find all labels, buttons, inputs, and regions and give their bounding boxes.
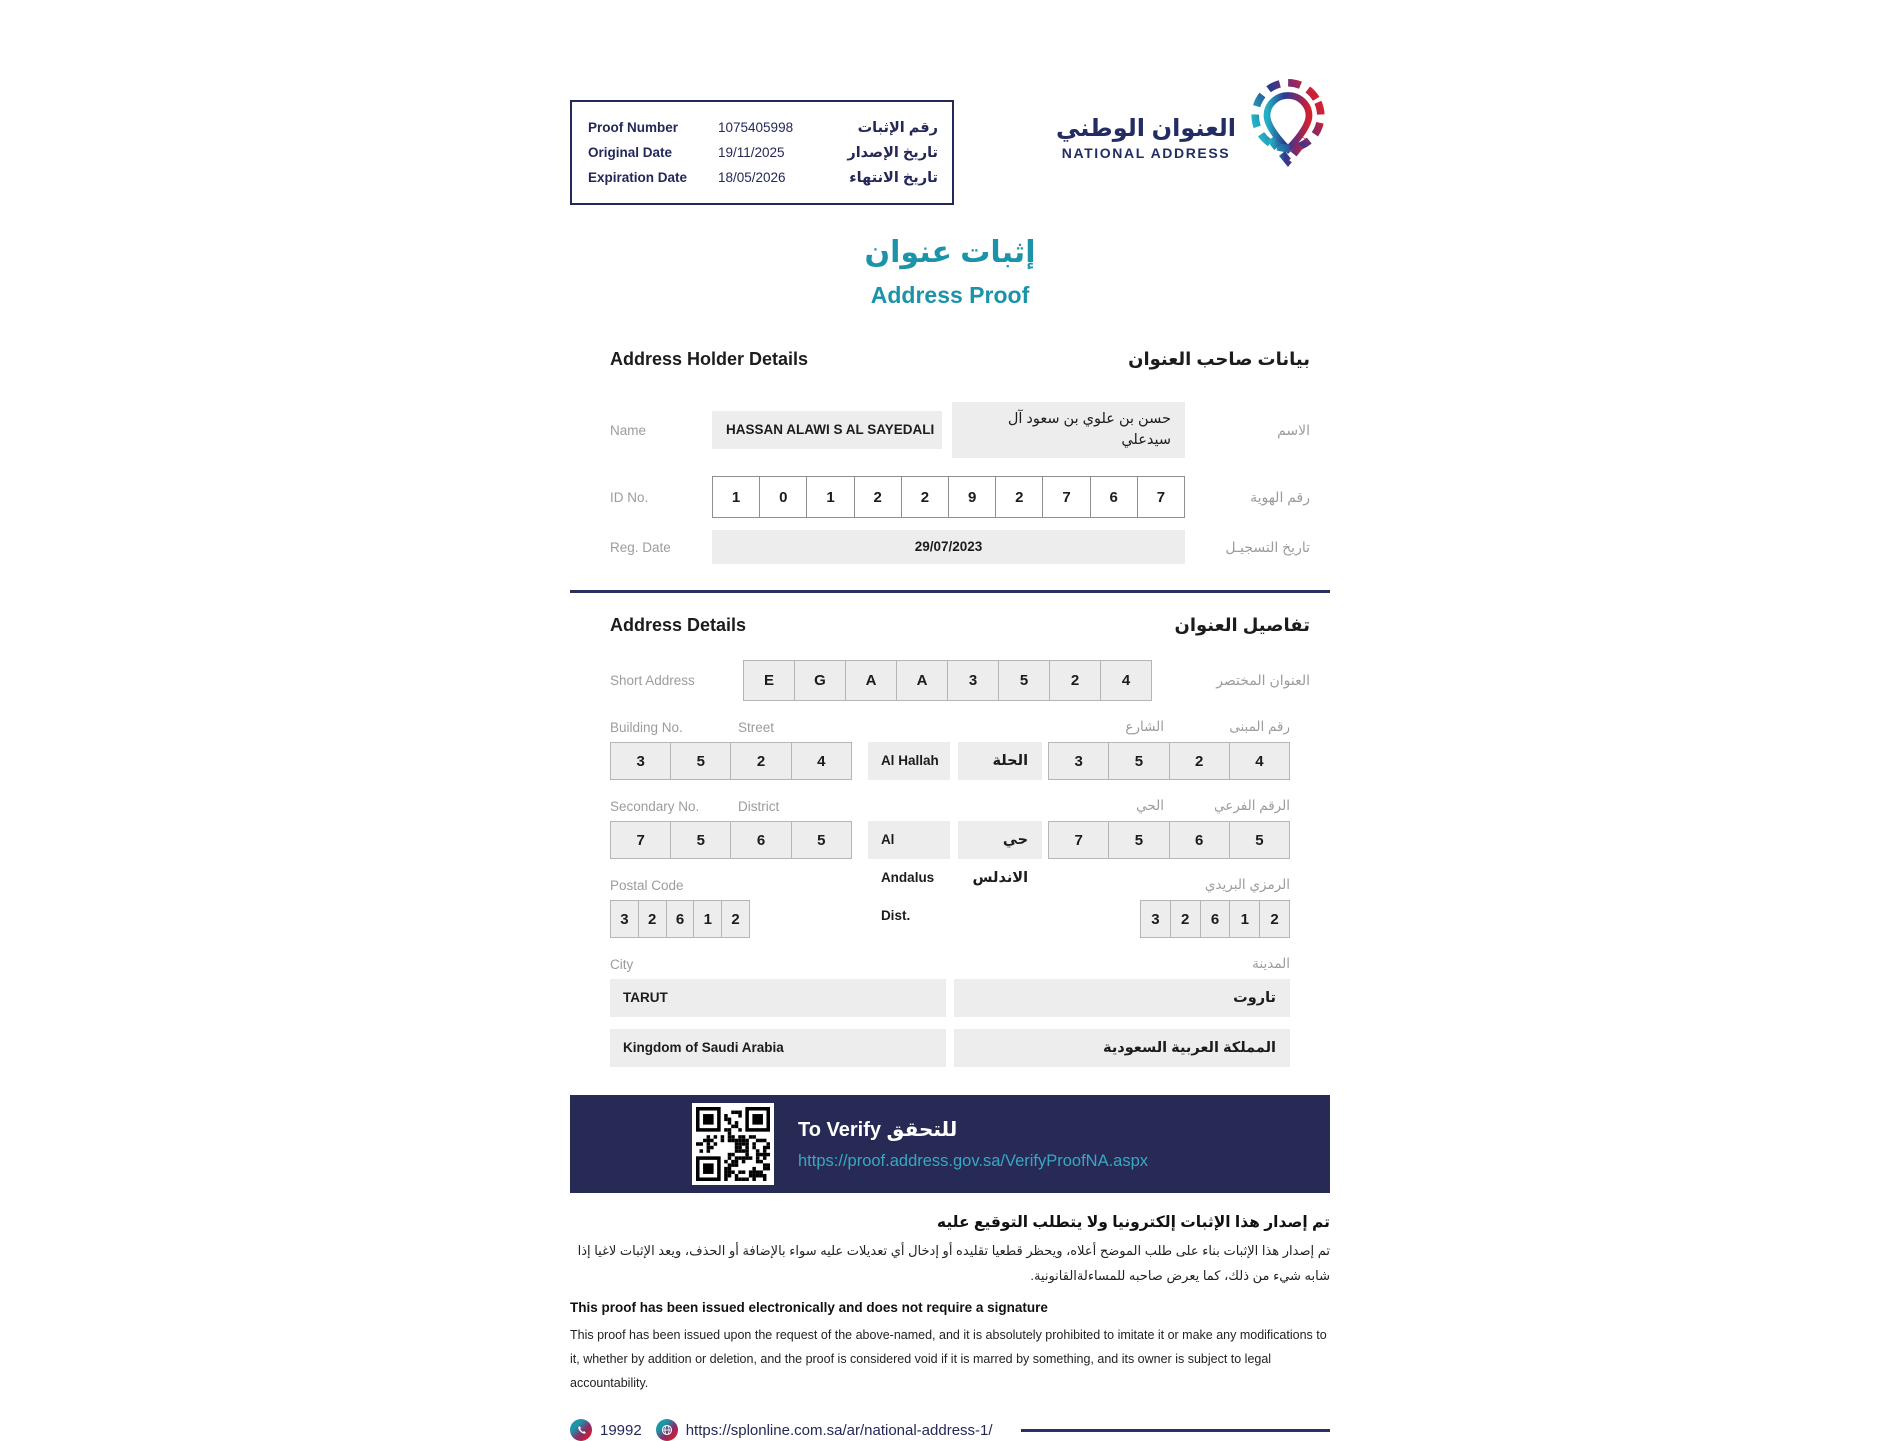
district-label-ar: الحي [1136, 798, 1164, 813]
street-label-ar: الشارع [1125, 719, 1164, 734]
postal-code-cells [610, 900, 750, 938]
expiration-date-value: 18/05/2026 [718, 170, 786, 185]
city-values [570, 979, 1330, 1017]
id-row [570, 476, 1330, 518]
building-street-labels [570, 719, 1330, 735]
postal-digit: 6 [666, 900, 695, 938]
expiration-date-row [588, 165, 938, 190]
id-digit: 7 [1137, 476, 1185, 518]
name-value-ar: حسن بن علوي بن سعود آل سيدعلي [952, 402, 1185, 458]
holder-section-header [570, 349, 1330, 370]
secondary-digit: 7 [610, 821, 671, 859]
address-heading-ar: تفاصيل العنوان [1174, 615, 1310, 635]
address-heading-en: Address Details [610, 615, 747, 635]
building-number-cells-ar [1048, 742, 1290, 780]
secondary-label-en: Secondary No. [610, 799, 700, 814]
building-street-values [570, 742, 1330, 780]
phone-number: 19992 [600, 1421, 642, 1439]
short-address-char: 5 [998, 660, 1050, 701]
name-label-en: Name [610, 422, 647, 438]
original-date-value: 19/11/2025 [718, 145, 785, 160]
address-section-header [570, 615, 1330, 636]
secondary-digit: 5 [1229, 821, 1290, 859]
district-value-en: Al Andalus Dist. [868, 821, 950, 859]
building-label-ar: رقم المبنى [1229, 719, 1290, 734]
name-row [570, 402, 1330, 458]
postal-label-en: Postal Code [610, 878, 684, 893]
building-digit: 2 [1169, 742, 1230, 780]
name-value-en: HASSAN ALAWI S AL SAYEDALI [712, 411, 942, 449]
short-address-label-en: Short Address [610, 673, 695, 688]
reg-date-label-en: Reg. Date [610, 539, 671, 555]
street-label-en: Street [738, 720, 775, 735]
location-pin-icon [1246, 76, 1330, 177]
building-digit: 5 [670, 742, 731, 780]
postal-digit: 3 [1140, 900, 1171, 938]
street-value-ar: الحلة [958, 742, 1042, 780]
proof-number-label-ar: رقم الإثبات [857, 119, 938, 136]
site-url-link[interactable]: https://splonline.com.sa/ar/national-address-1/ [685, 1421, 993, 1439]
building-number-cells [610, 742, 852, 780]
phone-icon [570, 1419, 592, 1441]
short-address-char: E [743, 660, 795, 701]
short-address-char: 3 [947, 660, 999, 701]
secondary-digit: 7 [1048, 821, 1109, 859]
verify-title: To Verify للتحقق [798, 1119, 958, 1141]
secondary-digit: 5 [670, 821, 731, 859]
short-address-row [570, 660, 1330, 701]
building-digit: 4 [1229, 742, 1290, 780]
short-address-char: A [845, 660, 897, 701]
city-value-en: TARUT [610, 979, 946, 1017]
district-label-en: District [738, 799, 780, 814]
postal-values [570, 900, 1330, 938]
id-digit: 1 [712, 476, 760, 518]
country-values [570, 1029, 1330, 1067]
proof-info-box [570, 100, 954, 205]
globe-icon [656, 1419, 678, 1441]
holder-heading-en: Address Holder Details [610, 349, 809, 369]
id-label-ar: رقم الهوية [1250, 488, 1310, 505]
reg-date-value: 29/07/2023 [712, 530, 1185, 564]
contact-bar [570, 1419, 1330, 1441]
expiration-date-label-ar: تاريخ الانتهاء [849, 169, 938, 186]
title-arabic: إثبات عنوان [864, 236, 1036, 269]
original-date-label-ar: تاريخ الإصدار [847, 144, 938, 161]
logo-title-arabic: العنوان الوطني [1056, 115, 1236, 142]
english-disclaimer-heading: This proof has been issued electronically and does not require a signature [570, 1300, 1048, 1315]
postal-digit: 2 [1170, 900, 1201, 938]
short-address-char: 4 [1100, 660, 1152, 701]
id-digit: 9 [948, 476, 996, 518]
expiration-date-label-en: Expiration Date [588, 170, 688, 185]
secondary-digit: 6 [1169, 821, 1230, 859]
postal-labels [570, 877, 1330, 893]
short-address-char: 2 [1049, 660, 1101, 701]
building-label-en: Building No. [610, 720, 683, 735]
secondary-digit: 5 [1108, 821, 1169, 859]
id-digit: 2 [901, 476, 949, 518]
arabic-disclaimer [570, 1213, 1330, 1288]
city-value-ar: تاروت [954, 979, 1290, 1017]
verify-url-link[interactable]: https://proof.address.gov.sa/VerifyProofNA.aspx [798, 1152, 1149, 1170]
reg-date-label-ar: تاريخ التسجيـل [1225, 538, 1310, 555]
proof-number-value: 1075405998 [718, 120, 794, 135]
logo-text [1056, 92, 1236, 161]
city-label-ar: المدينة [1252, 956, 1290, 971]
id-digit: 7 [1042, 476, 1090, 518]
secondary-digit: 5 [791, 821, 852, 859]
short-address-label-ar: العنوان المختصر [1216, 672, 1310, 688]
postal-digit: 2 [638, 900, 667, 938]
proof-number-row [588, 115, 938, 140]
building-digit: 4 [791, 742, 852, 780]
city-labels [570, 956, 1330, 972]
id-number-cells [712, 476, 1185, 518]
postal-digit: 1 [1229, 900, 1260, 938]
country-value-en: Kingdom of Saudi Arabia [610, 1029, 946, 1067]
address-proof-document [570, 0, 1330, 1441]
short-address-char: G [794, 660, 846, 701]
secondary-district-labels [570, 798, 1330, 814]
city-label-en: City [610, 957, 634, 972]
arabic-disclaimer-heading: تم إصدار هذا الإثبات إلكترونيا ولا يتطلب التوقيع عليه [936, 1214, 1330, 1231]
verify-band [570, 1095, 1330, 1193]
original-date-label-en: Original Date [588, 145, 673, 160]
document-title [570, 235, 1330, 309]
secondary-label-ar: الرقم الفرعي [1214, 798, 1290, 813]
arabic-disclaimer-body: تم إصدار هذا الإثبات بناء على طلب الموضح أعلاه، ويحظر قطعيا تقليده أو إدخال أي تعديلات عليه سواء بالإضافة أو الحذف، ويعد الإثبات لاغيا إذا شابه شيء من ذلك، كما يعرض صاحبه للمساءلةالقانونية. [577, 1243, 1330, 1283]
id-label-en: ID No. [610, 489, 649, 505]
english-disclaimer [570, 1300, 1330, 1395]
english-disclaimer-body: This proof has been issued upon the request of the above-named, and it is absolutely prohibited to imitate it or make any modifications to it, whether by addition or deletion, and the proof is considered void if it is marred by something, and its owner is subject to legal accountability. [570, 1328, 1327, 1390]
id-digit: 2 [854, 476, 902, 518]
section-divider [570, 590, 1330, 593]
country-value-ar: المملكة العربية السعودية [954, 1029, 1290, 1067]
short-address-cells [743, 660, 1152, 701]
id-digit: 1 [806, 476, 854, 518]
building-digit: 5 [1108, 742, 1169, 780]
id-digit: 0 [759, 476, 807, 518]
secondary-number-cells [610, 821, 852, 859]
secondary-digit: 6 [730, 821, 791, 859]
holder-heading-ar: بيانات صاحب العنوان [1128, 349, 1310, 369]
postal-digit: 2 [1259, 900, 1290, 938]
building-digit: 2 [730, 742, 791, 780]
postal-label-ar: الرمزي البريدي [1204, 877, 1290, 892]
id-digit: 2 [995, 476, 1043, 518]
name-label-ar: الاسم [1277, 421, 1310, 438]
postal-code-cells-ar [1140, 900, 1290, 938]
building-digit: 3 [1048, 742, 1109, 780]
name-values [712, 402, 1185, 458]
reg-date-row [570, 530, 1330, 564]
building-digit: 3 [610, 742, 671, 780]
verify-text [798, 1117, 1148, 1171]
id-digit: 6 [1090, 476, 1138, 518]
qr-code [692, 1103, 774, 1185]
national-address-logo [1056, 76, 1330, 177]
title-english: Address Proof [870, 282, 1030, 308]
short-address-char: A [896, 660, 948, 701]
proof-number-label-en: Proof Number [588, 120, 679, 135]
postal-digit: 1 [693, 900, 722, 938]
street-value-en: Al Hallah [868, 742, 950, 780]
secondary-number-cells-ar [1048, 821, 1290, 859]
original-date-row [588, 140, 938, 165]
footer-rule [1021, 1429, 1330, 1432]
postal-digit: 3 [610, 900, 639, 938]
postal-digit: 6 [1200, 900, 1231, 938]
logo-title-english: NATIONAL ADDRESS [1061, 145, 1231, 161]
district-value-ar: حي الاندلس [958, 821, 1042, 859]
document-header [570, 0, 1330, 205]
postal-digit: 2 [721, 900, 750, 938]
